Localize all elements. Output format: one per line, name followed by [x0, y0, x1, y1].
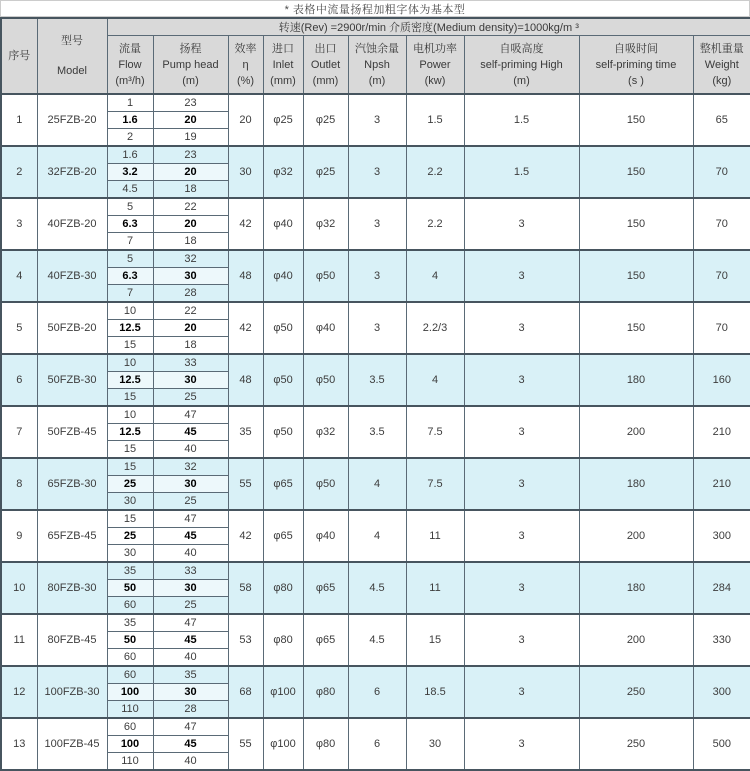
cell-inlet: φ50	[263, 302, 303, 354]
cell-weight: 210	[693, 458, 750, 510]
cell-priming_high: 3	[464, 666, 579, 718]
cell-flow: 35	[107, 562, 153, 580]
cell-priming_time: 150	[579, 94, 693, 146]
table-title: * 表格中流量扬程加粗字体为基本型	[0, 0, 750, 17]
cell-head: 35	[153, 666, 228, 684]
cell-inlet: φ65	[263, 458, 303, 510]
table-body	[1, 94, 750, 770]
column-header-row	[1, 36, 750, 95]
cell-priming_time: 200	[579, 510, 693, 562]
cell-weight: 70	[693, 250, 750, 302]
col-header-flow	[107, 36, 153, 95]
cell-flow: 100	[107, 684, 153, 701]
table-row	[1, 718, 750, 736]
cell-flow: 60	[107, 597, 153, 615]
cell-priming_time: 150	[579, 250, 693, 302]
cell-flow: 60	[107, 718, 153, 736]
cell-power: 30	[406, 718, 464, 770]
cell-npsh: 3.5	[348, 354, 406, 406]
cell-head: 40	[153, 649, 228, 667]
cell-head: 45	[153, 736, 228, 753]
cell-priming_time: 200	[579, 614, 693, 666]
cell-power: 7.5	[406, 458, 464, 510]
cell-flow: 1.6	[107, 112, 153, 129]
cell-outlet: φ50	[303, 354, 348, 406]
cell-inlet: φ32	[263, 146, 303, 198]
table-row	[1, 458, 750, 476]
cell-head: 28	[153, 285, 228, 303]
cell-npsh: 4.5	[348, 614, 406, 666]
cell-no: 9	[1, 510, 37, 562]
cell-eff: 42	[228, 510, 263, 562]
cell-eff: 48	[228, 354, 263, 406]
cell-head: 23	[153, 94, 228, 112]
col-header-power-unit: (kw)	[407, 73, 464, 89]
cell-model: 32FZB-20	[37, 146, 107, 198]
cell-priming_time: 150	[579, 198, 693, 250]
col-header-outlet-zh: 出口	[304, 41, 348, 57]
cell-power: 1.5	[406, 94, 464, 146]
col-header-eff	[228, 36, 263, 95]
cell-flow: 7	[107, 285, 153, 303]
cell-head: 40	[153, 753, 228, 771]
col-header-index-label: 序号	[2, 48, 37, 64]
cell-head: 30	[153, 268, 228, 285]
cell-eff: 42	[228, 198, 263, 250]
cell-no: 4	[1, 250, 37, 302]
cell-priming_high: 3	[464, 718, 579, 770]
cell-inlet: φ40	[263, 250, 303, 302]
col-header-power	[406, 36, 464, 95]
cell-priming_time: 250	[579, 666, 693, 718]
cell-eff: 42	[228, 302, 263, 354]
table-row	[1, 354, 750, 372]
cell-priming_high: 3	[464, 614, 579, 666]
cell-head: 40	[153, 441, 228, 459]
cell-outlet: φ40	[303, 510, 348, 562]
cell-inlet: φ80	[263, 614, 303, 666]
cell-no: 10	[1, 562, 37, 614]
cell-flow: 60	[107, 666, 153, 684]
cell-head: 30	[153, 476, 228, 493]
cell-npsh: 3.5	[348, 406, 406, 458]
cell-flow: 50	[107, 632, 153, 649]
table-row	[1, 198, 750, 216]
col-header-npsh-zh: 汽蚀余量	[349, 41, 406, 57]
cell-priming_high: 1.5	[464, 146, 579, 198]
cell-no: 11	[1, 614, 37, 666]
cell-power: 2.2	[406, 198, 464, 250]
cell-weight: 210	[693, 406, 750, 458]
col-header-priming_high-en: self-priming High	[465, 57, 579, 73]
cell-weight: 330	[693, 614, 750, 666]
cell-flow: 6.3	[107, 216, 153, 233]
cell-inlet: φ100	[263, 718, 303, 770]
cell-flow: 10	[107, 354, 153, 372]
cell-model: 25FZB-20	[37, 94, 107, 146]
cell-head: 30	[153, 684, 228, 701]
col-header-power-en: Power	[407, 57, 464, 73]
col-header-model-zh: 型号	[38, 33, 107, 49]
operating-condition-note: 转速(Rev) =2900r/min 介质密度(Medium density)=1000kg/m ³	[107, 18, 750, 36]
cell-model: 100FZB-45	[37, 718, 107, 770]
condition-row	[1, 18, 750, 36]
col-header-inlet-zh: 进口	[264, 41, 303, 57]
col-header-eff-unit: (%)	[229, 73, 263, 89]
cell-power: 4	[406, 250, 464, 302]
cell-npsh: 3	[348, 94, 406, 146]
cell-head: 28	[153, 701, 228, 719]
cell-npsh: 4.5	[348, 562, 406, 614]
cell-no: 6	[1, 354, 37, 406]
cell-head: 22	[153, 198, 228, 216]
cell-priming_high: 1.5	[464, 94, 579, 146]
cell-inlet: φ80	[263, 562, 303, 614]
cell-flow: 110	[107, 753, 153, 771]
cell-inlet: φ50	[263, 406, 303, 458]
col-header-priming_high-unit: (m)	[465, 73, 579, 89]
cell-head: 45	[153, 424, 228, 441]
cell-model: 50FZB-30	[37, 354, 107, 406]
table-row	[1, 614, 750, 632]
table-row	[1, 666, 750, 684]
cell-head: 20	[153, 320, 228, 337]
cell-head: 33	[153, 562, 228, 580]
col-header-priming_high	[464, 36, 579, 95]
cell-head: 19	[153, 129, 228, 147]
cell-head: 20	[153, 216, 228, 233]
cell-flow: 25	[107, 528, 153, 545]
cell-flow: 5	[107, 250, 153, 268]
cell-flow: 1	[107, 94, 153, 112]
cell-priming_high: 3	[464, 510, 579, 562]
cell-power: 2.2	[406, 146, 464, 198]
cell-flow: 30	[107, 493, 153, 511]
cell-outlet: φ80	[303, 718, 348, 770]
cell-inlet: φ25	[263, 94, 303, 146]
cell-no: 1	[1, 94, 37, 146]
col-header-weight-zh: 整机重量	[694, 41, 750, 57]
cell-npsh: 3	[348, 250, 406, 302]
pump-spec-table	[0, 17, 750, 771]
cell-outlet: φ65	[303, 562, 348, 614]
cell-priming_high: 3	[464, 354, 579, 406]
col-header-flow-unit: (m³/h)	[108, 73, 153, 89]
cell-flow: 25	[107, 476, 153, 493]
cell-model: 50FZB-45	[37, 406, 107, 458]
col-header-head-zh: 扬程	[154, 41, 228, 57]
cell-npsh: 4	[348, 458, 406, 510]
table-row	[1, 562, 750, 580]
cell-flow: 7	[107, 233, 153, 251]
cell-flow: 100	[107, 736, 153, 753]
cell-model: 40FZB-20	[37, 198, 107, 250]
cell-eff: 53	[228, 614, 263, 666]
col-header-priming_time-unit: (s )	[580, 73, 693, 89]
col-header-npsh-unit: (m)	[349, 73, 406, 89]
cell-flow: 15	[107, 389, 153, 407]
cell-no: 12	[1, 666, 37, 718]
cell-weight: 70	[693, 146, 750, 198]
cell-inlet: φ40	[263, 198, 303, 250]
col-header-weight-unit: (kg)	[694, 73, 750, 89]
cell-priming_time: 150	[579, 146, 693, 198]
col-header-weight	[693, 36, 750, 95]
cell-flow: 3.2	[107, 164, 153, 181]
cell-flow: 12.5	[107, 372, 153, 389]
cell-outlet: φ80	[303, 666, 348, 718]
cell-head: 40	[153, 545, 228, 563]
col-header-outlet	[303, 36, 348, 95]
cell-outlet: φ50	[303, 458, 348, 510]
col-header-eff-en: η	[229, 57, 263, 73]
cell-flow: 15	[107, 337, 153, 355]
col-header-flow-en: Flow	[108, 57, 153, 73]
table-row	[1, 250, 750, 268]
cell-flow: 15	[107, 458, 153, 476]
cell-no: 7	[1, 406, 37, 458]
cell-outlet: φ25	[303, 94, 348, 146]
table-row	[1, 94, 750, 112]
col-header-inlet-unit: (mm)	[264, 73, 303, 89]
cell-head: 18	[153, 181, 228, 199]
cell-head: 22	[153, 302, 228, 320]
cell-head: 20	[153, 164, 228, 181]
cell-priming_high: 3	[464, 406, 579, 458]
cell-priming_high: 3	[464, 250, 579, 302]
col-header-head-en: Pump head	[154, 57, 228, 73]
col-header-flow-zh: 流量	[108, 41, 153, 57]
cell-outlet: φ50	[303, 250, 348, 302]
cell-flow: 50	[107, 580, 153, 597]
col-header-weight-en: Weight	[694, 57, 750, 73]
cell-priming_high: 3	[464, 562, 579, 614]
cell-head: 45	[153, 528, 228, 545]
cell-flow: 4.5	[107, 181, 153, 199]
cell-eff: 55	[228, 718, 263, 770]
cell-outlet: φ32	[303, 406, 348, 458]
cell-inlet: φ65	[263, 510, 303, 562]
cell-eff: 30	[228, 146, 263, 198]
col-header-npsh-en: Npsh	[349, 57, 406, 73]
cell-priming_time: 180	[579, 354, 693, 406]
cell-priming_time: 180	[579, 562, 693, 614]
cell-inlet: φ100	[263, 666, 303, 718]
col-header-priming_time-zh: 自吸时间	[580, 41, 693, 57]
cell-power: 18.5	[406, 666, 464, 718]
cell-head: 30	[153, 580, 228, 597]
col-header-eff-zh: 效率	[229, 41, 263, 57]
cell-flow: 1.6	[107, 146, 153, 164]
cell-head: 32	[153, 458, 228, 476]
cell-eff: 58	[228, 562, 263, 614]
cell-head: 18	[153, 233, 228, 251]
cell-power: 11	[406, 510, 464, 562]
table-row	[1, 510, 750, 528]
cell-weight: 70	[693, 302, 750, 354]
cell-head: 32	[153, 250, 228, 268]
cell-head: 25	[153, 389, 228, 407]
cell-eff: 20	[228, 94, 263, 146]
cell-head: 47	[153, 718, 228, 736]
cell-head: 33	[153, 354, 228, 372]
col-header-priming_high-zh: 自吸高度	[465, 41, 579, 57]
cell-flow: 15	[107, 510, 153, 528]
cell-head: 25	[153, 493, 228, 511]
col-header-index	[1, 18, 37, 94]
cell-flow: 5	[107, 198, 153, 216]
table-row	[1, 406, 750, 424]
cell-npsh: 6	[348, 666, 406, 718]
cell-flow: 110	[107, 701, 153, 719]
cell-head: 47	[153, 406, 228, 424]
cell-model: 100FZB-30	[37, 666, 107, 718]
col-header-inlet	[263, 36, 303, 95]
cell-flow: 10	[107, 302, 153, 320]
cell-inlet: φ50	[263, 354, 303, 406]
table-row	[1, 146, 750, 164]
cell-weight: 70	[693, 198, 750, 250]
cell-npsh: 3	[348, 198, 406, 250]
table-header	[1, 18, 750, 94]
col-header-head-unit: (m)	[154, 73, 228, 89]
cell-weight: 284	[693, 562, 750, 614]
cell-model: 65FZB-30	[37, 458, 107, 510]
cell-priming_time: 250	[579, 718, 693, 770]
cell-flow: 15	[107, 441, 153, 459]
cell-head: 30	[153, 372, 228, 389]
table-row	[1, 302, 750, 320]
cell-outlet: φ40	[303, 302, 348, 354]
col-header-head	[153, 36, 228, 95]
cell-priming_time: 180	[579, 458, 693, 510]
cell-flow: 60	[107, 649, 153, 667]
cell-priming_high: 3	[464, 198, 579, 250]
cell-outlet: φ32	[303, 198, 348, 250]
cell-model: 40FZB-30	[37, 250, 107, 302]
cell-eff: 68	[228, 666, 263, 718]
col-header-outlet-en: Outlet	[304, 57, 348, 73]
cell-head: 47	[153, 614, 228, 632]
cell-weight: 65	[693, 94, 750, 146]
cell-weight: 300	[693, 666, 750, 718]
col-header-model-gap	[38, 49, 107, 63]
cell-model: 80FZB-45	[37, 614, 107, 666]
cell-model: 50FZB-20	[37, 302, 107, 354]
cell-power: 11	[406, 562, 464, 614]
col-header-inlet-en: Inlet	[264, 57, 303, 73]
col-header-model-en: Model	[38, 63, 107, 79]
cell-no: 3	[1, 198, 37, 250]
cell-flow: 12.5	[107, 424, 153, 441]
cell-weight: 300	[693, 510, 750, 562]
cell-flow: 12.5	[107, 320, 153, 337]
cell-power: 4	[406, 354, 464, 406]
cell-flow: 6.3	[107, 268, 153, 285]
cell-head: 18	[153, 337, 228, 355]
cell-no: 13	[1, 718, 37, 770]
cell-power: 7.5	[406, 406, 464, 458]
cell-power: 2.2/3	[406, 302, 464, 354]
cell-weight: 500	[693, 718, 750, 770]
cell-eff: 35	[228, 406, 263, 458]
cell-head: 45	[153, 632, 228, 649]
cell-head: 47	[153, 510, 228, 528]
cell-head: 23	[153, 146, 228, 164]
cell-npsh: 3	[348, 146, 406, 198]
cell-head: 25	[153, 597, 228, 615]
cell-priming_time: 150	[579, 302, 693, 354]
cell-model: 80FZB-30	[37, 562, 107, 614]
col-header-outlet-unit: (mm)	[304, 73, 348, 89]
cell-npsh: 4	[348, 510, 406, 562]
cell-no: 2	[1, 146, 37, 198]
cell-priming_time: 200	[579, 406, 693, 458]
cell-outlet: φ65	[303, 614, 348, 666]
cell-priming_high: 3	[464, 458, 579, 510]
cell-head: 20	[153, 112, 228, 129]
cell-outlet: φ25	[303, 146, 348, 198]
cell-flow: 30	[107, 545, 153, 563]
cell-model: 65FZB-45	[37, 510, 107, 562]
cell-no: 8	[1, 458, 37, 510]
cell-priming_high: 3	[464, 302, 579, 354]
col-header-priming_time	[579, 36, 693, 95]
col-header-model	[37, 18, 107, 94]
cell-flow: 2	[107, 129, 153, 147]
cell-no: 5	[1, 302, 37, 354]
cell-npsh: 6	[348, 718, 406, 770]
col-header-power-zh: 电机功率	[407, 41, 464, 57]
cell-weight: 160	[693, 354, 750, 406]
cell-eff: 48	[228, 250, 263, 302]
col-header-priming_time-en: self-priming time	[580, 57, 693, 73]
cell-flow: 10	[107, 406, 153, 424]
col-header-npsh	[348, 36, 406, 95]
cell-eff: 55	[228, 458, 263, 510]
cell-power: 15	[406, 614, 464, 666]
cell-flow: 35	[107, 614, 153, 632]
cell-npsh: 3	[348, 302, 406, 354]
